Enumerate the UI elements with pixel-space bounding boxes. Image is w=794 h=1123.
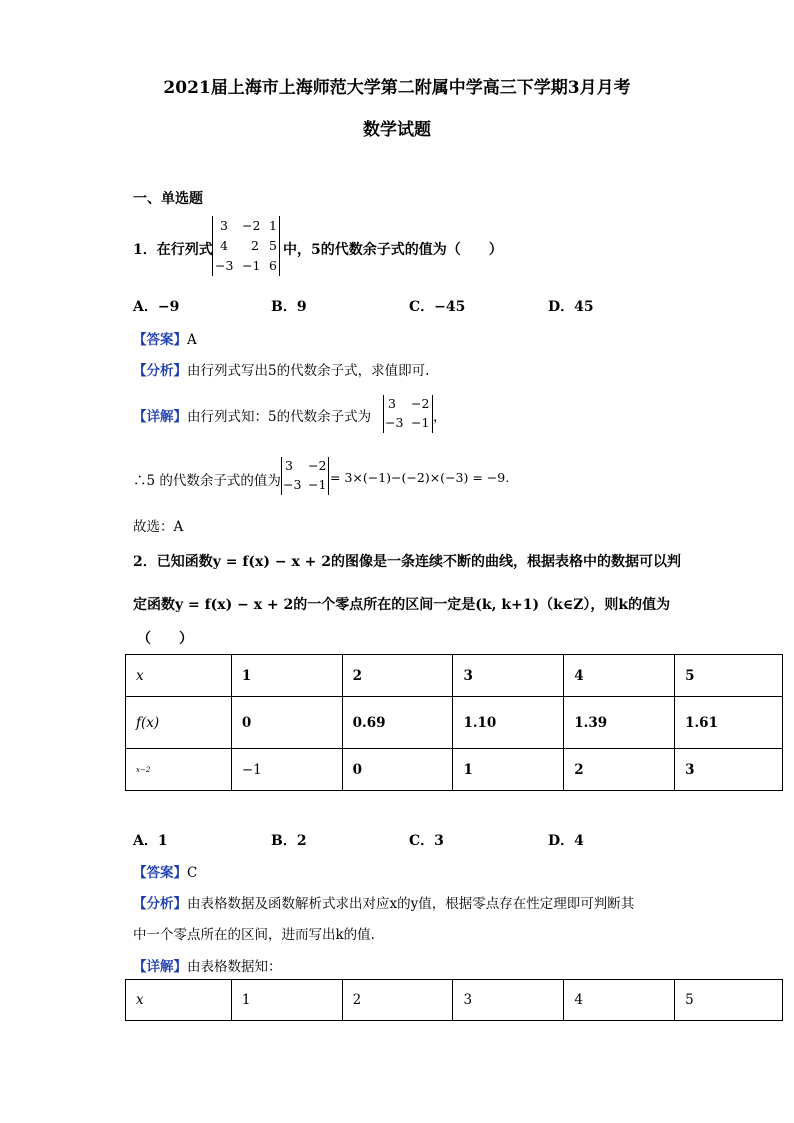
matrix-cell: −1 [411, 415, 430, 430]
q2-option-d: D．4 [548, 833, 584, 849]
detail-tag: 【详解】 [133, 959, 187, 975]
matrix-cell: −2 [308, 458, 327, 473]
calc-period: . [505, 470, 510, 485]
table-cell: 1.10 [453, 697, 564, 749]
table-cell: 1 [231, 980, 342, 1021]
analysis-text: 由行列式写出5的代数余子式，求值即可. [187, 363, 430, 379]
q1-detail [133, 405, 371, 425]
q2-data-table [125, 654, 783, 791]
matrix-cell: −3 [215, 258, 234, 273]
matrix-cell: 3 [220, 218, 228, 233]
document-title: 2021届上海市上海师范大学第二附属中学高三下学期3月月考 [163, 78, 631, 98]
table-row [126, 697, 783, 749]
answer-tag: 【答案】 [133, 865, 187, 881]
table-cell: 0 [231, 697, 342, 749]
q1-calc [330, 470, 509, 485]
table-cell: 4 [564, 655, 675, 697]
q2-detail-table [125, 979, 783, 1021]
q2-detail [133, 955, 282, 975]
q1-analysis [133, 359, 429, 379]
q2-analysis-line2: 中一个零点所在的区间，进而写出k的值. [133, 927, 375, 943]
matrix-cell: 1 [269, 218, 277, 233]
table-cell: 1.61 [675, 697, 783, 749]
answer-tag: 【答案】 [133, 332, 187, 348]
q1-suffix: 中，5的代数余子式的值为（ ） [283, 242, 503, 258]
calc-expression: = 3×(−1)−(−2)×(−3) = −9 [330, 470, 506, 485]
q2-stem-line3: （ ） [137, 631, 193, 647]
matrix-cell: 2 [251, 238, 259, 253]
table-cell: 4 [564, 980, 675, 1021]
table-row [126, 749, 783, 791]
matrix-cell: −2 [242, 218, 261, 233]
section-heading: 一、单选题 [133, 191, 203, 207]
table-cell: 2 [564, 749, 675, 791]
q2-option-c: C．3 [409, 833, 444, 849]
matrix-cell: −3 [283, 477, 302, 492]
q1-option-b: B．9 [271, 299, 307, 315]
matrix-cell: 4 [220, 238, 228, 253]
analysis-tag: 【分析】 [133, 363, 187, 379]
matrix-cell: 3 [285, 458, 293, 473]
q2-stem-line1: 2．已知函数y = f(x) − x + 2的图像是一条连续不断的曲线，根据表格中的数据可以判 [133, 554, 682, 570]
table-cell: 3 [453, 655, 564, 697]
q1-calc-determinant [281, 457, 329, 495]
matrix-cell: −3 [385, 415, 404, 430]
q1-calc-prefix: ∴5 的代数余子式的值为 [133, 473, 281, 489]
table-cell: 5 [675, 655, 783, 697]
q1-option-c: C．−45 [409, 299, 466, 315]
q1-determinant [212, 216, 280, 276]
matrix-cell: −2 [411, 396, 430, 411]
table-cell: 3 [453, 980, 564, 1021]
detail-tag: 【详解】 [133, 409, 187, 425]
document-subtitle: 数学试题 [363, 120, 431, 140]
matrix-cell: 5 [269, 238, 277, 253]
matrix-cell: −1 [242, 258, 261, 273]
answer-value: A [187, 332, 197, 348]
table-cell: 1 [231, 655, 342, 697]
table-row [126, 655, 783, 697]
matrix-cell: 3 [388, 396, 396, 411]
table-cell: 1.39 [564, 697, 675, 749]
q2-option-b: B．2 [271, 833, 307, 849]
table-cell: x−2 [126, 749, 232, 791]
table-cell: −1 [231, 749, 342, 791]
matrix-cell: 6 [269, 258, 277, 273]
analysis-text: 由表格数据及函数解析式求出对应x的y值，根据零点存在性定理即可判断其 [187, 896, 635, 912]
table-row [126, 980, 783, 1021]
table-cell: f(x) [126, 697, 232, 749]
table-cell: 5 [675, 980, 783, 1021]
analysis-tag: 【分析】 [133, 896, 187, 912]
q1-option-a: A．−9 [133, 299, 180, 315]
detail-text: 由表格数据知： [187, 959, 282, 975]
answer-value: C [187, 865, 198, 881]
detail-comma: ， [433, 409, 447, 425]
table-cell: 1 [453, 749, 564, 791]
q2-analysis [133, 892, 634, 912]
table-cell: 0.69 [342, 697, 453, 749]
table-cell: 2 [342, 980, 453, 1021]
detail-text: 由行列式知：5的代数余子式为 [187, 409, 372, 425]
q1-option-d: D．45 [548, 299, 594, 315]
q2-stem-line2: 定函数y = f(x) − x + 2的一个零点所在的区间一定是(k, k+1)（k∈Z），则k的值为 [133, 597, 671, 613]
table-cell: 0 [342, 749, 453, 791]
q1-prefix: 1．在行列式 [133, 242, 213, 258]
q1-minor-determinant [383, 395, 433, 433]
q2-answer [133, 861, 197, 881]
q1-conclusion: 故选：A [133, 519, 184, 535]
q1-answer [133, 328, 197, 348]
q2-option-a: A．1 [133, 833, 168, 849]
table-cell: 2 [342, 655, 453, 697]
matrix-cell: −1 [308, 477, 327, 492]
table-cell: 3 [675, 749, 783, 791]
table-cell: x [126, 980, 232, 1021]
table-cell: x [126, 655, 232, 697]
